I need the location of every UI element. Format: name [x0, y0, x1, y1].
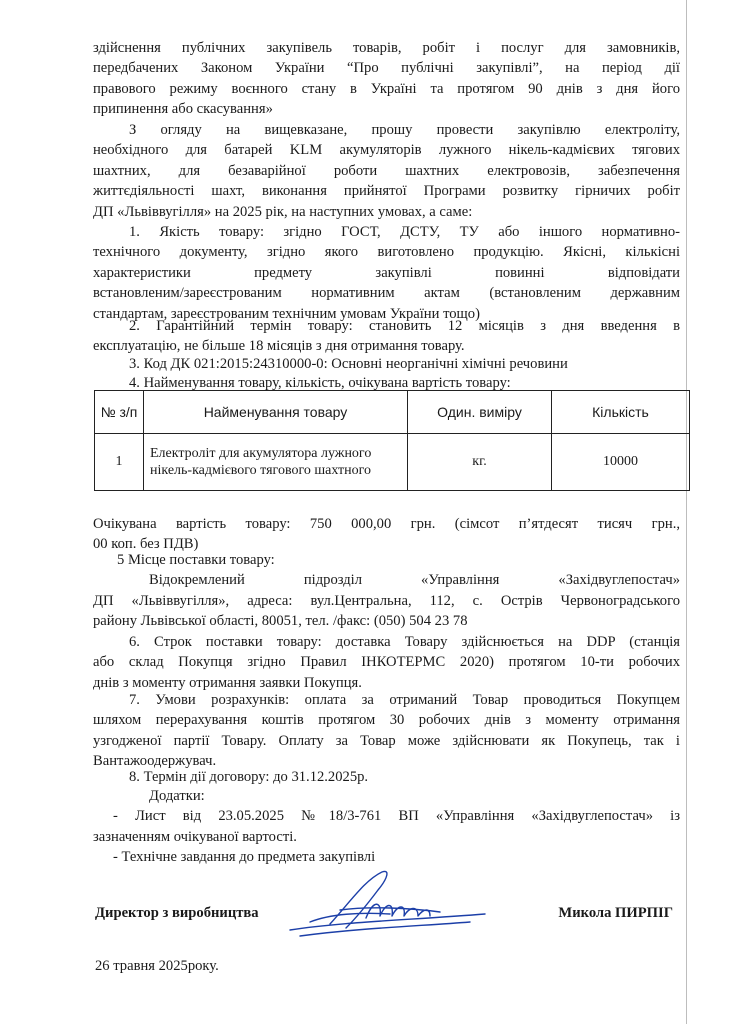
- item-8-contract-term: 8. Термін дії договору: до 31.12.2025р.: [129, 769, 369, 785]
- text-line: шахтних, для безаварійної роботи шахтних електровозів, забезпечення: [93, 162, 680, 179]
- item-2-warranty: [93, 316, 680, 357]
- scan-edge-line: [686, 0, 687, 1024]
- text-line: днів з моменту отримання заявки Покупця.: [93, 674, 362, 691]
- goods-table: [94, 390, 690, 491]
- text-line: стандартам, зареєстрованим технічним умовам України тощо): [93, 305, 480, 322]
- text-line: або склад Покупця згідно Правил ІНКОТЕРМС 2020) протягом 10-ти робочих: [93, 654, 680, 671]
- text-line: Вантажоодержувач.: [93, 753, 217, 770]
- text-line: - Лист від 23.05.2025 №18/3-761 ВП «Управління «Західвуглепостач» із: [113, 808, 680, 825]
- item-5-delivery-place: [93, 550, 680, 632]
- text-line: ДП «Львіввугілля» на 2025 рік, на наступних умовах, а саме:: [93, 203, 473, 220]
- cell-name: Електроліт для акумулятора лужного нікель-кадмієвого тягового шахтного: [144, 434, 408, 491]
- text-line: Очікувана вартість товару: 750 000,00 грн. (сімсот п’ятдесят тисяч грн.,: [93, 516, 680, 532]
- handwritten-signature: [270, 862, 500, 942]
- intro-paragraph: [93, 38, 680, 120]
- request-paragraph: [93, 120, 680, 222]
- text-line: шляхом перерахування коштів протягом 30 робочих днів з моменту отримання: [93, 712, 680, 729]
- text-line: експлуатацію, не більше 18 місяців з дня отримання товару.: [93, 338, 465, 355]
- text-line: передбачених Законом України “Про публічні закупівлі”, на період дії: [93, 60, 680, 77]
- cell-number: 1: [95, 434, 144, 491]
- table-header-row: [95, 391, 690, 434]
- text-line: ДП «Львіввугілля», адреса: вул.Центральна, 112, с. Острів Червоноградського: [93, 592, 680, 609]
- header-name: Найменування товару: [144, 391, 408, 434]
- item-1-quality: [93, 222, 680, 324]
- text-line: встановленим/зареєстрованим нормативним актам (встановленим державним: [93, 285, 680, 302]
- signatory-position: Директор з виробництва: [95, 905, 259, 921]
- signature-row: [95, 905, 685, 927]
- cell-unit: кг.: [408, 434, 552, 491]
- header-number: № з/п: [95, 391, 144, 434]
- attachments: [93, 786, 680, 868]
- text-line: правового режиму воєнного стану в Україні та протягом 90 днів з дня його: [93, 80, 680, 97]
- text-line: 7. Умови розрахунків: оплата за отриманий Товар проводиться Покупцем: [129, 692, 680, 708]
- text-line: 00 коп. без ПДВ): [93, 536, 199, 553]
- cell-quantity: 10000: [552, 434, 690, 491]
- attachments-heading: Додатки:: [149, 788, 205, 804]
- expected-price: [93, 514, 680, 555]
- text-line: здійснення публічних закупівель товарів, робіт і послуг для замовників,: [93, 40, 680, 56]
- text-line: життєдіяльності шахт, виконання прийнятої Програми розвитку гірничих робіт: [93, 183, 680, 200]
- item-4-title: 4. Найменування товару, кількість, очікувана вартість товару:: [129, 375, 511, 391]
- text-line: 2. Гарантійний термін товару: становить 12 місяців з дня введення в: [129, 318, 680, 334]
- text-line: технічного документу, згідно якого виготовлено продукцію. Якісні, кількісні: [93, 244, 680, 261]
- table-row: [95, 434, 690, 491]
- header-quantity: Кількість: [552, 391, 690, 434]
- text-line: характеристики предмету закупівлі повинні відповідати: [93, 264, 680, 281]
- item-3-code: 3. Код ДК 021:2015:24310000-0: Основні неорганічні хімічні речовини: [129, 356, 568, 372]
- text-line: узгодженої партії Товару. Оплату за Товар може здійснювати як Покупець, так і: [93, 732, 680, 749]
- text-line: зазначенням очікуваної вартості.: [93, 828, 297, 845]
- header-unit: Один. виміру: [408, 391, 552, 434]
- signatory-name: Микола ПИРПІГ: [558, 905, 673, 921]
- text-line: - Технічне завдання до предмета закупівлі: [113, 849, 376, 866]
- document-date: 26 травня 2025року.: [95, 958, 219, 974]
- text-line: Відокремлений підрозділ «Управління «Західвуглепостач»: [149, 572, 680, 589]
- text-line: З огляду на вищевказане, прошу провести закупівлю електроліту,: [129, 122, 680, 138]
- item-7-payment: [93, 690, 680, 772]
- text-line: 1. Якість товару: згідно ГОСТ, ДСТУ, ТУ або іншого нормативно-: [129, 224, 680, 240]
- text-line: 6. Строк поставки товару: доставка Товару здійснюється на DDP (станція: [129, 634, 680, 650]
- item-6-delivery-term: [93, 632, 680, 693]
- text-line: необхідного для батарей KLM акумуляторів лужного нікель-кадмієвих тягових: [93, 142, 680, 159]
- text-line: 5 Місце поставки товару:: [117, 552, 275, 568]
- text-line: району Львівської області, 80051, тел. /факс: (050) 504 23 78: [93, 613, 468, 630]
- text-line: припинення або скасування»: [93, 101, 273, 118]
